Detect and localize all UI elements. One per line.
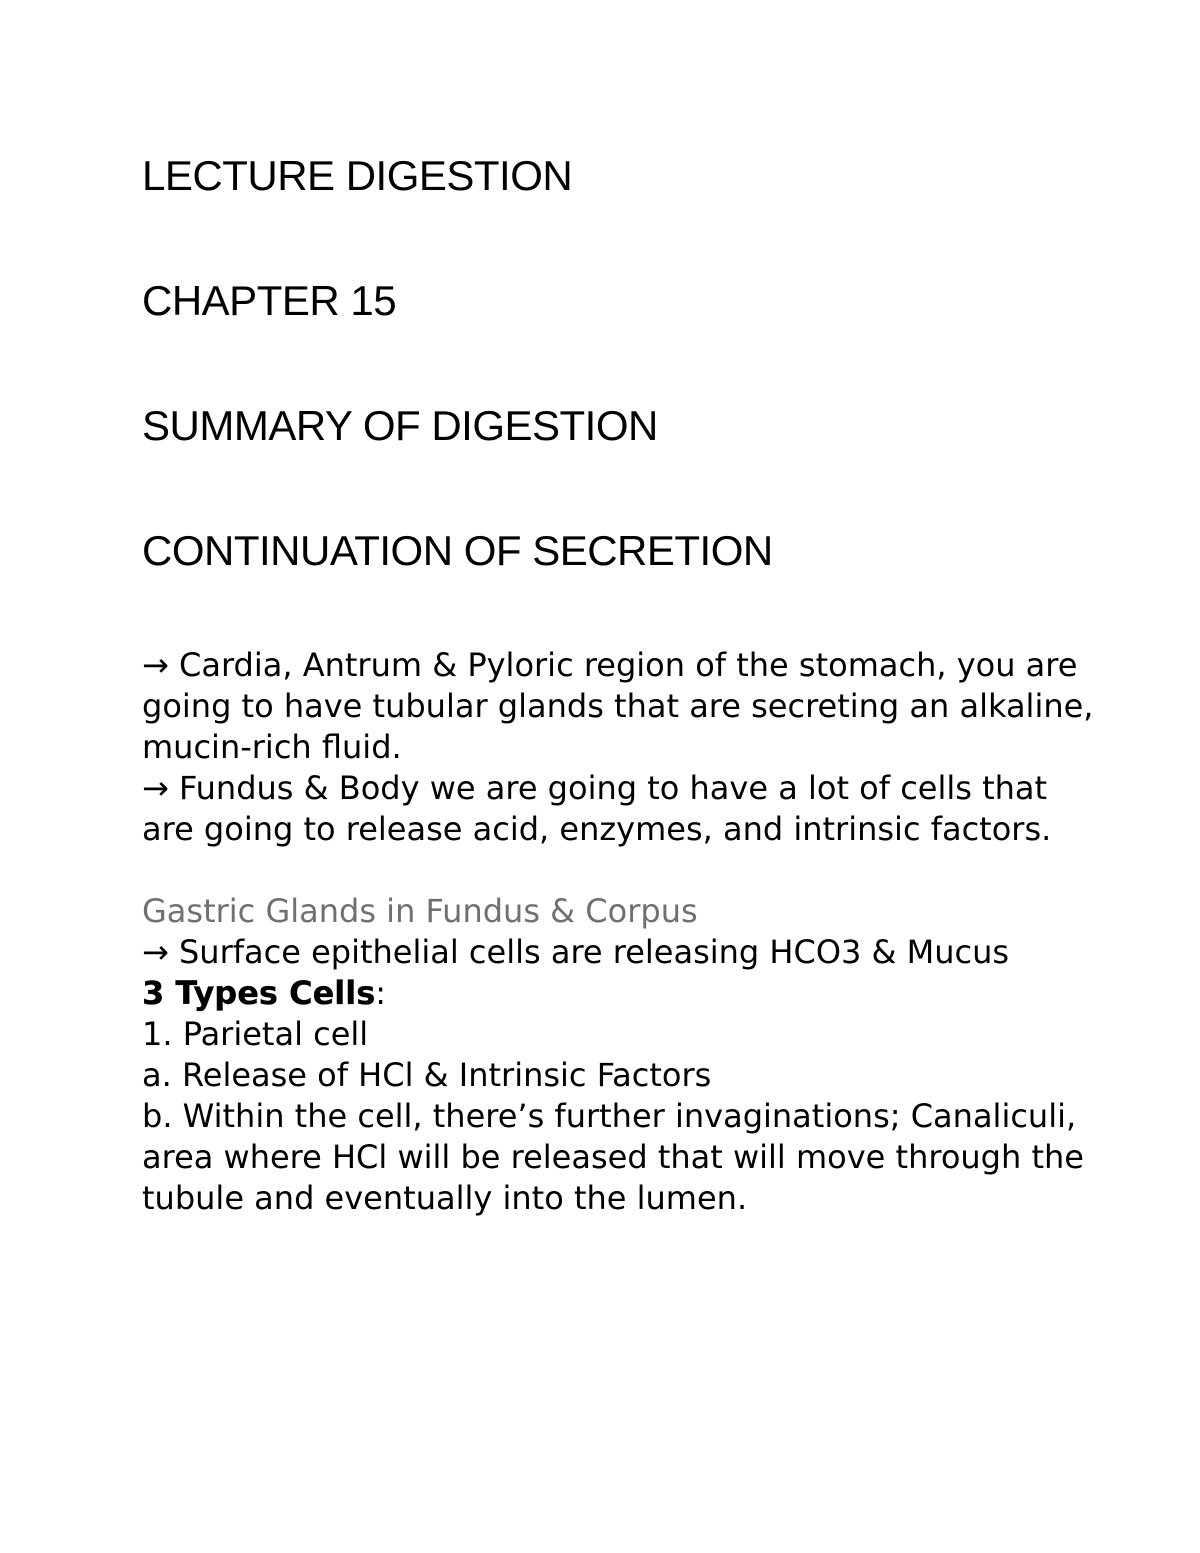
- paragraph-surface-cells: → Surface epithelial cells are releasing HCO3 & Mucus: [142, 933, 1010, 971]
- paragraph-cardia: → Cardia, Antrum & Pyloric region of the stomach, you are going to have tubular glands that are secreting an alkaline, mucin-rich fluid.: [142, 646, 1094, 766]
- heading-continuation: CONTINUATION OF SECRETION: [142, 527, 773, 574]
- types-cells-line: [142, 973, 1102, 1014]
- heading-lecture: LECTURE DIGESTION: [142, 152, 573, 199]
- types-cells-colon: :: [375, 974, 387, 1012]
- heading-chapter: CHAPTER 15: [142, 277, 397, 324]
- paragraph-fundus: → Fundus & Body we are going to have a lot of cells that are going to release acid, enzymes, and intrinsic factors.: [142, 769, 1052, 848]
- subheading-gastric-glands: Gastric Glands in Fundus & Corpus: [142, 892, 698, 930]
- types-cells-label: 3 Types Cells: [142, 974, 376, 1012]
- list-item-parietal: 1. Parietal cell: [142, 1015, 369, 1053]
- paragraph-spacer: [142, 850, 1102, 891]
- heading-summary: SUMMARY OF DIGESTION: [142, 402, 658, 449]
- document-content: [142, 150, 1102, 1219]
- list-item-a: a. Release of HCl & Intrinsic Factors: [142, 1056, 712, 1094]
- list-item-b: b. Within the cell, there’s further invaginations; Canaliculi, area where HCl will be released that will move through the tubule and eventually into the lumen.: [142, 1097, 1084, 1217]
